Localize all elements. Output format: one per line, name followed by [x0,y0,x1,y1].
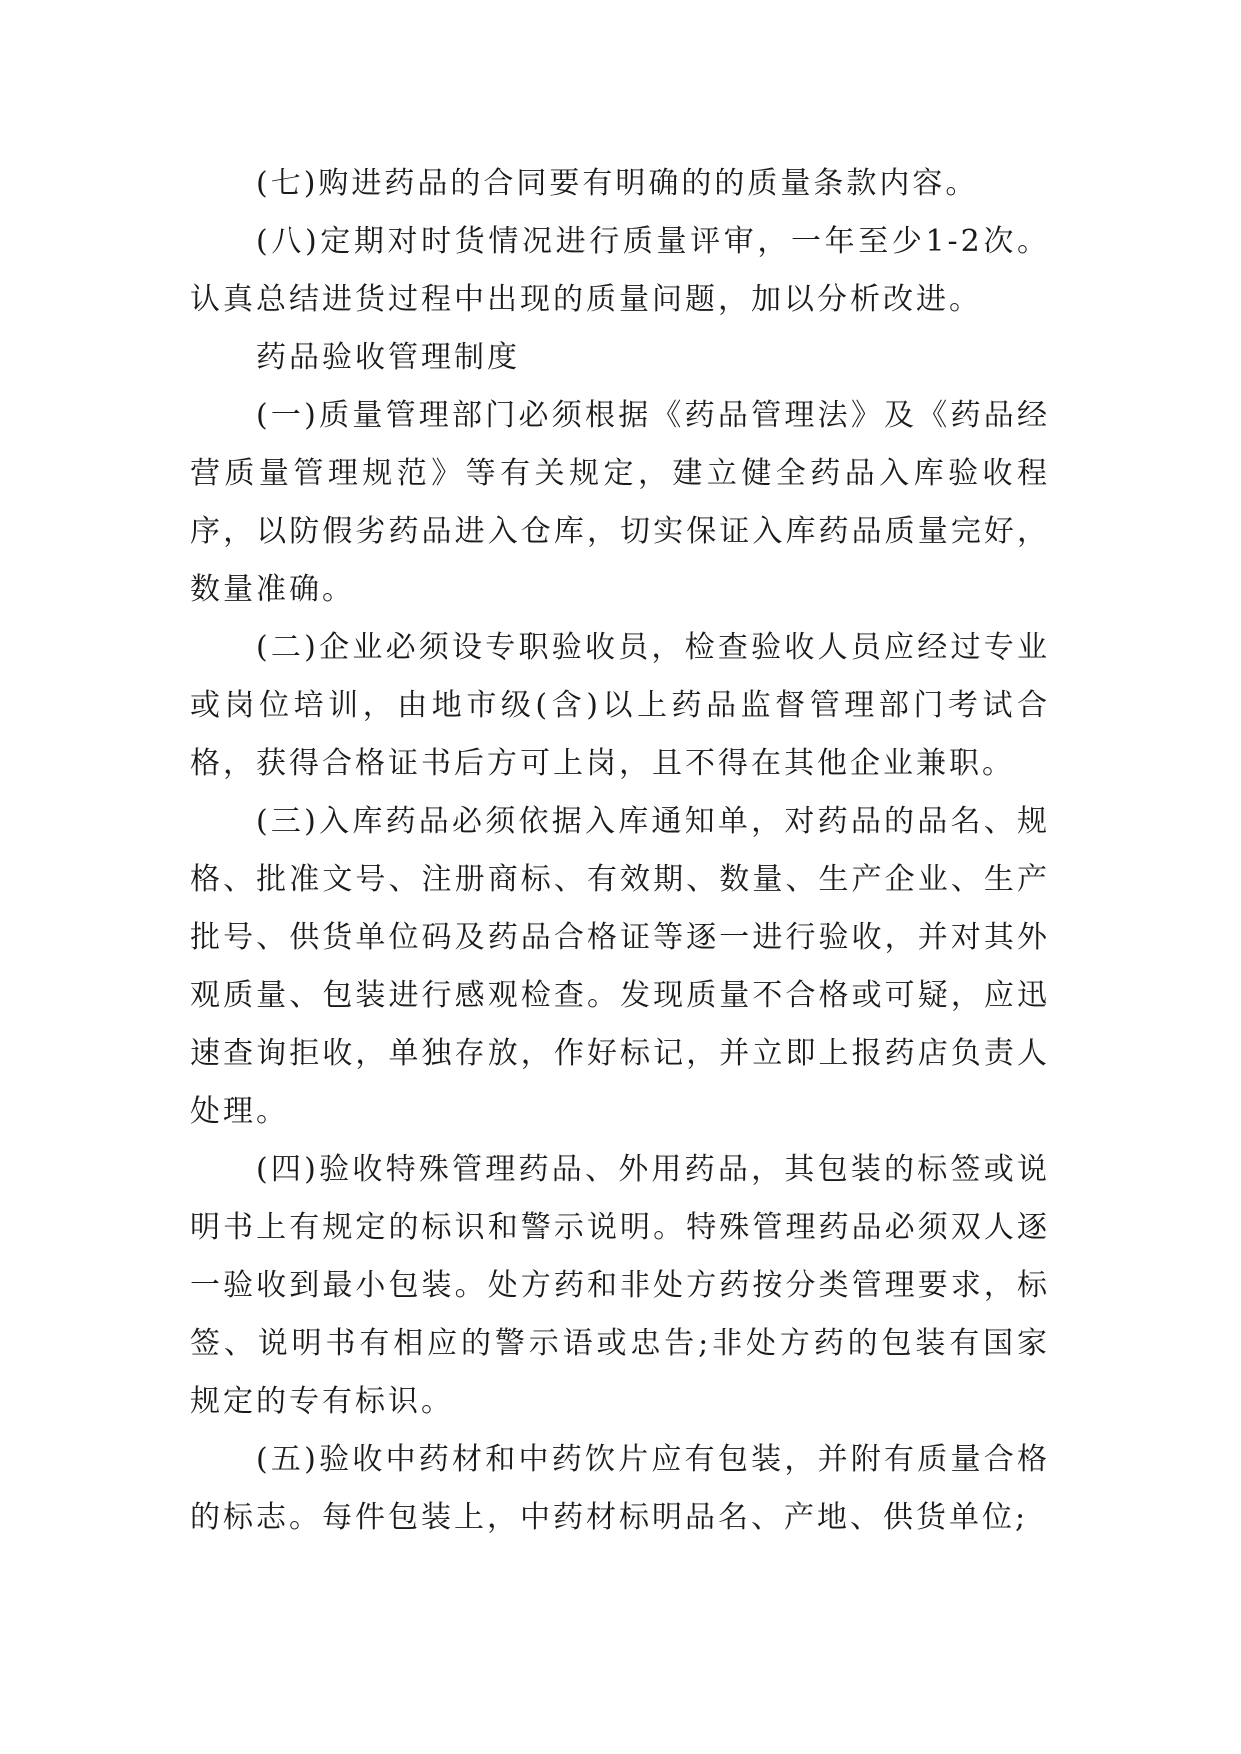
document-body [190,155,1050,1547]
paragraph-7-purchase-contract: (七)购进药品的合同要有明确的的质量条款内容。 [256,166,979,201]
section-heading: 药品验收管理制度 [256,340,520,375]
paragraph-8-quality-review: (八)定期对时货情况进行质量评审，一年至少1-2次。认真总结进货过程中出现的质量问题，加以分析改进。 [190,224,1050,317]
paragraph-2-inspector: (二)企业必须设专职验收员，检查验收人员应经过专业或岗位培训，由地市级(含)以上药品监督管理部门考试合格，获得合格证书后方可上岗，且不得在其他企业兼职。 [190,630,1050,781]
paragraph-5-chinese-medicine: (五)验收中药材和中药饮片应有包装，并附有质量合格的标志。每件包装上，中药材标明品名、产地、供货单位; [190,1442,1050,1535]
paragraph-4-special-drugs: (四)验收特殊管理药品、外用药品，其包装的标签或说明书上有规定的标识和警示说明。特殊管理药品必须双人逐一验收到最小包装。处方药和非处方药按分类管理要求，标签、说明书有相应的警示语或忠告;非处方药的包装有国家规定的专有标识。 [190,1152,1050,1419]
paragraph-3-incoming-check: (三)入库药品必须依据入库通知单，对药品的品名、规格、批准文号、注册商标、有效期、数量、生产企业、生产批号、供货单位码及药品合格证等逐一进行验收，并对其外观质量、包装进行感观检查。发现质量不合格或可疑，应迅速查询拒收，单独存放，作好标记，并立即上报药店负责人处理。 [190,804,1050,1129]
paragraph-1-inspection-procedure: (一)质量管理部门必须根据《药品管理法》及《药品经营质量管理规范》等有关规定，建立健全药品入库验收程序，以防假劣药品进入仓库，切实保证入库药品质量完好，数量准确。 [190,398,1050,607]
